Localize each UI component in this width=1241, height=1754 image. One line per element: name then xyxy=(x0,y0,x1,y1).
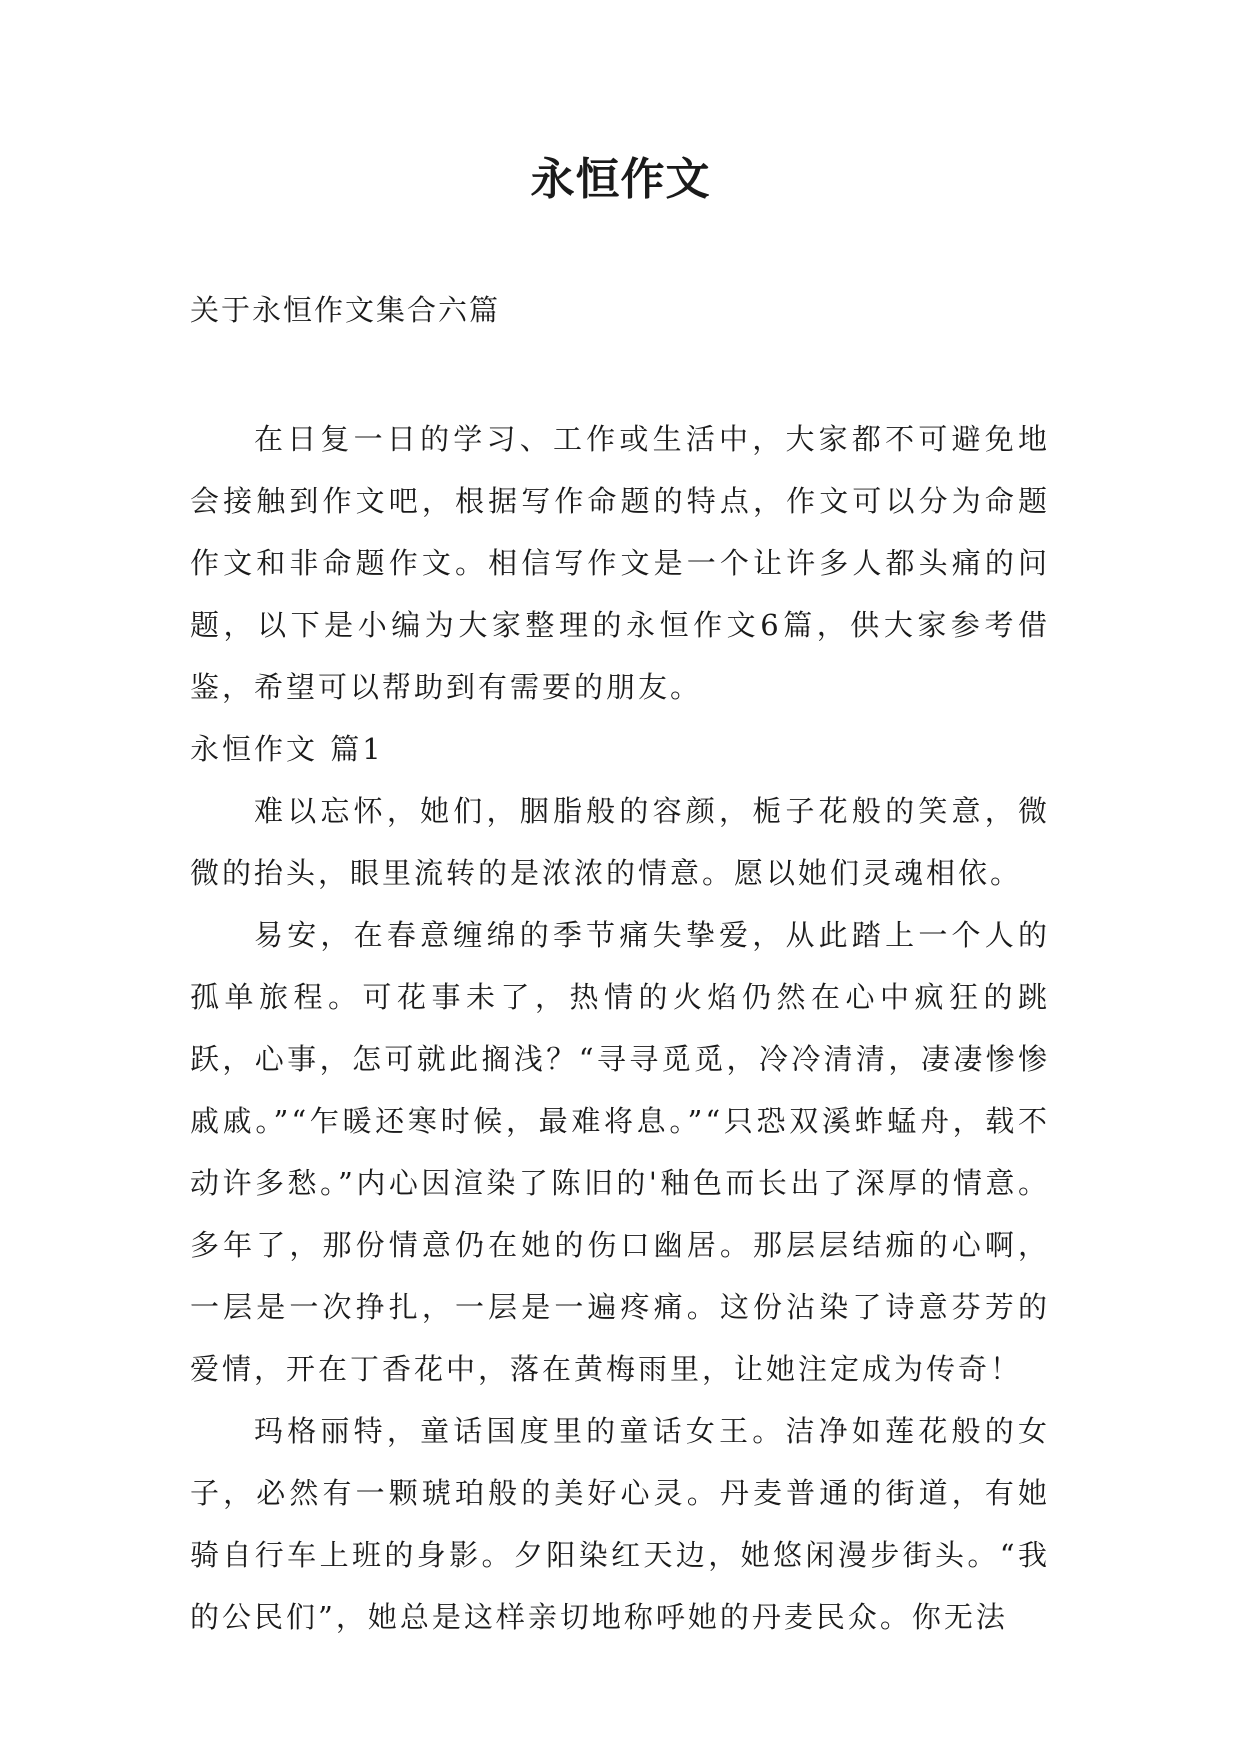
document-subtitle: 关于永恒作文集合六篇 xyxy=(190,293,501,327)
body-paragraph-2: 易安，在春意缠绵的季节痛失挚爱，从此踏上一个人的孤单旅程。可花事未了，热情的火焰仍然在心中疯狂的跳跃，心事，怎可就此搁浅？“寻寻觅觅，冷冷清清，凄凄惨惨戚戚。”“乍暖还寒时候，最难将息。”“只恐双溪蚱蜢舟，载不动许多愁。”内心因渲染了陈旧的'釉色而长出了深厚的情意。多年了，那份情意仍在她的伤口幽居。那层层结痂的心啊，一层是一次挣扎，一层是一遍疼痛。这份沾染了诗意芬芳的爱情，开在丁香花中，落在黄梅雨里，让她注定成为传奇！ xyxy=(190,918,1050,1386)
body-paragraph-1: 难以忘怀，她们，胭脂般的容颜，栀子花般的笑意，微微的抬头，眼里流转的是浓浓的情意。愿以她们灵魂相依。 xyxy=(190,794,1050,890)
intro-paragraph: 在日复一日的学习、工作或生活中，大家都不可避免地会接触到作文吧，根据写作命题的特点，作文可以分为命题作文和非命题作文。相信写作文是一个让许多人都头痛的问题，以下是小编为大家整理的永恒作文6篇，供大家参考借鉴，希望可以帮助到有需要的朋友。 xyxy=(190,422,1050,704)
document-title: 永恒作文 xyxy=(530,154,711,205)
body-paragraph-3: 玛格丽特，童话国度里的童话女王。洁净如莲花般的女子，必然有一颗琥珀般的美好心灵。丹麦普通的街道，有她骑自行车上班的身影。夕阳染红天边，她悠闲漫步街头。“我的公民们”，她总是这样亲切地称呼她的丹麦民众。你无法 xyxy=(190,1414,1050,1634)
document-body xyxy=(190,408,1050,1648)
section-heading: 永恒作文 篇1 xyxy=(190,732,384,766)
